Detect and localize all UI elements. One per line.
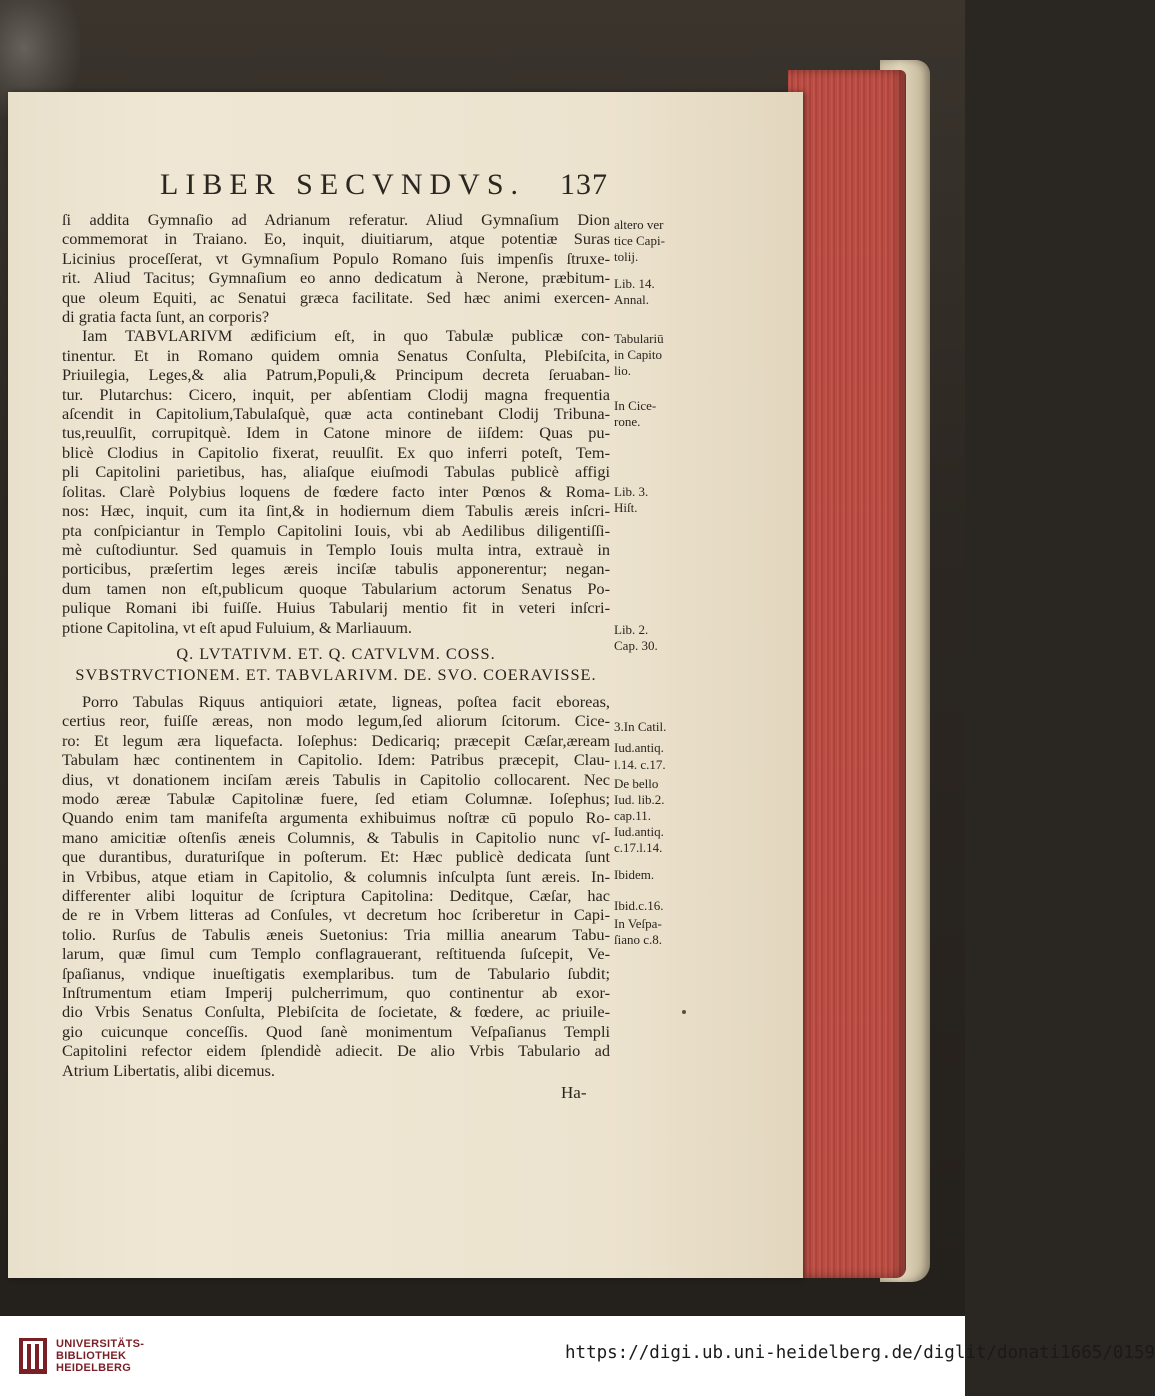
text-line: tolio. Rurſus de Tabulis æneis Suetonius: Tria millia anearum Tabu- <box>62 924 610 944</box>
text-line: ſi addita Gymnaſio ad Adrianum referatur. Aliud Gymnaſium Dion <box>62 210 610 229</box>
text-line: porticibus, præſertim leges æreis inciſæ tabulis apponerentur; negan- <box>62 559 610 579</box>
marginal-note: tice Capi- <box>614 233 665 248</box>
text-line: que durantibus, duraturiſque in poſterum. Et: Hæc publicè dedicata ſunt <box>62 847 610 867</box>
footer-bar <box>0 1316 1155 1396</box>
marginal-note: Iud.antiq. <box>614 824 664 839</box>
text-line: di gratia facta ſunt, an corporis? <box>62 307 270 327</box>
text-line: commemorat in Traiano. Eo, inquit, diuitiarum, atque potentiæ Suras <box>62 229 610 249</box>
marginal-note: Tabulariū <box>614 331 664 346</box>
text-line: Tabulam hæc continentem in Capitolio. Idem: Patribus præcepit, Clau- <box>62 750 610 770</box>
university-seal-icon[interactable] <box>18 1337 48 1375</box>
text-line: Quando enim tam manifeſta argumenta exhibuimus noſtræ cū populo Ro- <box>62 808 610 828</box>
text-line: pta conſpiciantur in Templo Capitolini Iouis, vbi ab Aedilibus diligentiſſi- <box>62 520 610 540</box>
marginal-note: c.17.l.14. <box>614 840 663 855</box>
text-line: tus,reuulſit, corrupitquè. Idem in Catone minore de iiſdem: Quas pu- <box>62 423 610 443</box>
text-line: dum tamen non eſt,publicum quoque Tabularium actorum Senatus Po- <box>62 578 610 598</box>
text-line: differenter alibi loquitur de ſcriptura Capitolina: Deditque, Cæſar, hac <box>62 886 610 905</box>
text-line: dio Vrbis Senatus Conſulta, Plebiſcita de ſocietate, & fœdere, ac priuile- <box>62 1002 610 1022</box>
running-head <box>160 168 630 208</box>
text-line: certius reor, fuiſſe æreas, non modo legum,ſed aliorum ſcitorum. Cice- <box>62 711 610 731</box>
ink-speck <box>682 1010 686 1014</box>
text-line: ſpaſianus, vndique inueſtigatis exemplaribus. tum de Tabulario ſubdit; <box>62 963 610 983</box>
text-line: nos: Hæc, inquit, cum ita ſint,& in hodiernum diem Tabulis æreis inſcri- <box>62 501 610 521</box>
marginal-note: cap.11. <box>614 808 652 823</box>
red-page-edges <box>788 70 906 1278</box>
marginal-note: Annal. <box>614 292 650 307</box>
text-line: Capitolini refector eidem ſplendidè adiecit. De alio Vrbis Tabulario ad <box>62 1041 610 1061</box>
marginal-note: Ibid.c.16. <box>614 898 664 913</box>
library-logo-text[interactable] <box>56 1338 144 1374</box>
text-line: tur. Plutarchus: Cicero, inquit, per abſentiam Clodij magna frequentia <box>62 384 610 404</box>
marginal-note: altero ver <box>614 217 664 232</box>
text-line: que oleum Equiti, ac Senatui græca facilitate. Sed hæc animi exercen- <box>62 287 610 307</box>
marginal-note: Ibidem. <box>614 867 655 882</box>
text-line: mè cuſtodiuntur. Sed quamuis in Templo Iouis multa intra, extrauè in <box>62 539 610 559</box>
text-line: modo æreæ Tabulæ Capitolinæ fuere, ſed etiam Columnæ. Ioſephus; <box>62 788 610 808</box>
text-line: in Vrbibus, atque etiam in Capitolio, & columnis inſculpta ſunt æreis. In- <box>62 866 610 886</box>
marginal-note: 3.In Catil. <box>614 719 667 734</box>
text-line: pulique Romani ibi fuiſſe. Huius Tabularij mentio fit in veteri inſcri- <box>62 598 610 618</box>
text-line: Priuilegia, Leges,& alia Patrum,Populi,& Principum decreta ſeruaban- <box>62 365 610 385</box>
text-line: gio cuicunque conceſſis. Quod ſanè monimentum Veſpaſianus Templi <box>62 1021 610 1041</box>
text-line: Inſtrumentum etiam Imperij pulcherrimum, quo continentur ab exor- <box>62 983 610 1003</box>
text-line: larum, quæ ſimul cum Templo conflagrauerant, reſtituenda ſuſcepit, Ve- <box>62 944 610 964</box>
text-line: blicè Clodius in Capitolio fixerat, reuulſit. Ex quo inferri poteſt, Tem- <box>62 442 610 462</box>
text-line: Atrium Libertatis, alibi dicemus. <box>62 1060 275 1080</box>
text-line: ſolitas. Clarè Polybius loquens de fœdere facto inter Pœnos & Roma- <box>62 481 610 501</box>
running-head-title: LIBER SECVNDVS. <box>160 168 526 201</box>
catchword: Ha- <box>561 1083 587 1102</box>
logo-line: BIBLIOTHEK <box>56 1350 127 1362</box>
marginal-note: in Capito <box>614 347 663 362</box>
marginal-note: tolij. <box>614 249 639 264</box>
marginal-note: Cap. 30. <box>614 638 658 653</box>
text-line: ro: Et legum æra liquefacta. Ioſephus: Dedicariq; præcepit Cæſar,æream <box>62 730 610 750</box>
marginal-note: In Veſpa- <box>614 916 662 931</box>
inscription-line: SVBSTRVCTIONEM. ET. TABVLARIVM. DE. SVO. COERAVISSE. <box>75 664 597 684</box>
text-line: aſcendit in Capitolium,Tabulaſquè, quæ acta continebant Clodij Tribuna- <box>62 404 610 424</box>
page-number: 137 <box>560 168 608 201</box>
marginal-note: Iud. lib.2. <box>614 792 665 807</box>
marginal-note: Lib. 3. <box>614 484 649 499</box>
text-line: dius, vt donationem inciſam æreis Tabulis in Capitolio collocarent. Nec <box>62 769 610 789</box>
text-line: mano amicitiæ oſtenſis æneis Columnis, & Tabulis in Capitolio nunc vſ- <box>62 827 610 847</box>
marginal-note: In Cice- <box>614 398 657 413</box>
marginal-note: Lib. 14. <box>614 276 655 291</box>
permalink-url[interactable]: https://digi.ub.uni-heidelberg.de/diglit/donati1665/0159 <box>565 1343 1155 1363</box>
marginal-note: Lib. 2. <box>614 622 649 637</box>
text-line: Iam TABVLARIVM ædificium eſt, in quo Tabulæ publicæ con- <box>82 326 610 346</box>
text-line: tinentur. Et in Romano quidem omnia Senatus Conſulta, Plebiſcita, <box>62 345 610 365</box>
marginal-note: Hiſt. <box>614 500 638 515</box>
text-line: Porro Tabulas Riquus antiquiori ætate, ligneas, poſtea facit eboreas, <box>82 691 610 711</box>
text-line: pli Capitolini parietibus, has, aliaſque eiuſmodi Tabulas publicè affigi <box>62 462 610 482</box>
marginal-note: De bello <box>614 776 659 791</box>
inscription-line: Q. LVTATIVM. ET. Q. CATVLVM. COSS. <box>176 643 496 663</box>
text-line: ptione Capitolina, vt eſt apud Fuluium, & Marliauum. <box>62 617 413 637</box>
marginal-note: l.14. c.17. <box>614 757 666 772</box>
logo-line: UNIVERSITÄTS- <box>56 1338 145 1350</box>
text-line: rit. Aliud Tacitus; Gymnaſium eo anno dedicatum à Nerone, præbitum- <box>62 268 610 288</box>
main-text-block <box>62 210 610 1080</box>
logo-line: HEIDELBERG <box>56 1362 132 1374</box>
marginal-note: ſiano c.8. <box>614 932 663 947</box>
marginal-note: rone. <box>614 414 641 429</box>
text-line: de re in Vrbem litteras ad Conſules, vt decretum hoc ſcriberetur in Capi- <box>62 905 610 925</box>
marginal-note: Iud.antiq. <box>614 740 664 755</box>
text-line: Licinius proceſſerat, vt Gymnaſium Populo Romano ſuis impenſis ſtruxe- <box>62 248 610 268</box>
marginal-note: lio. <box>614 363 631 378</box>
